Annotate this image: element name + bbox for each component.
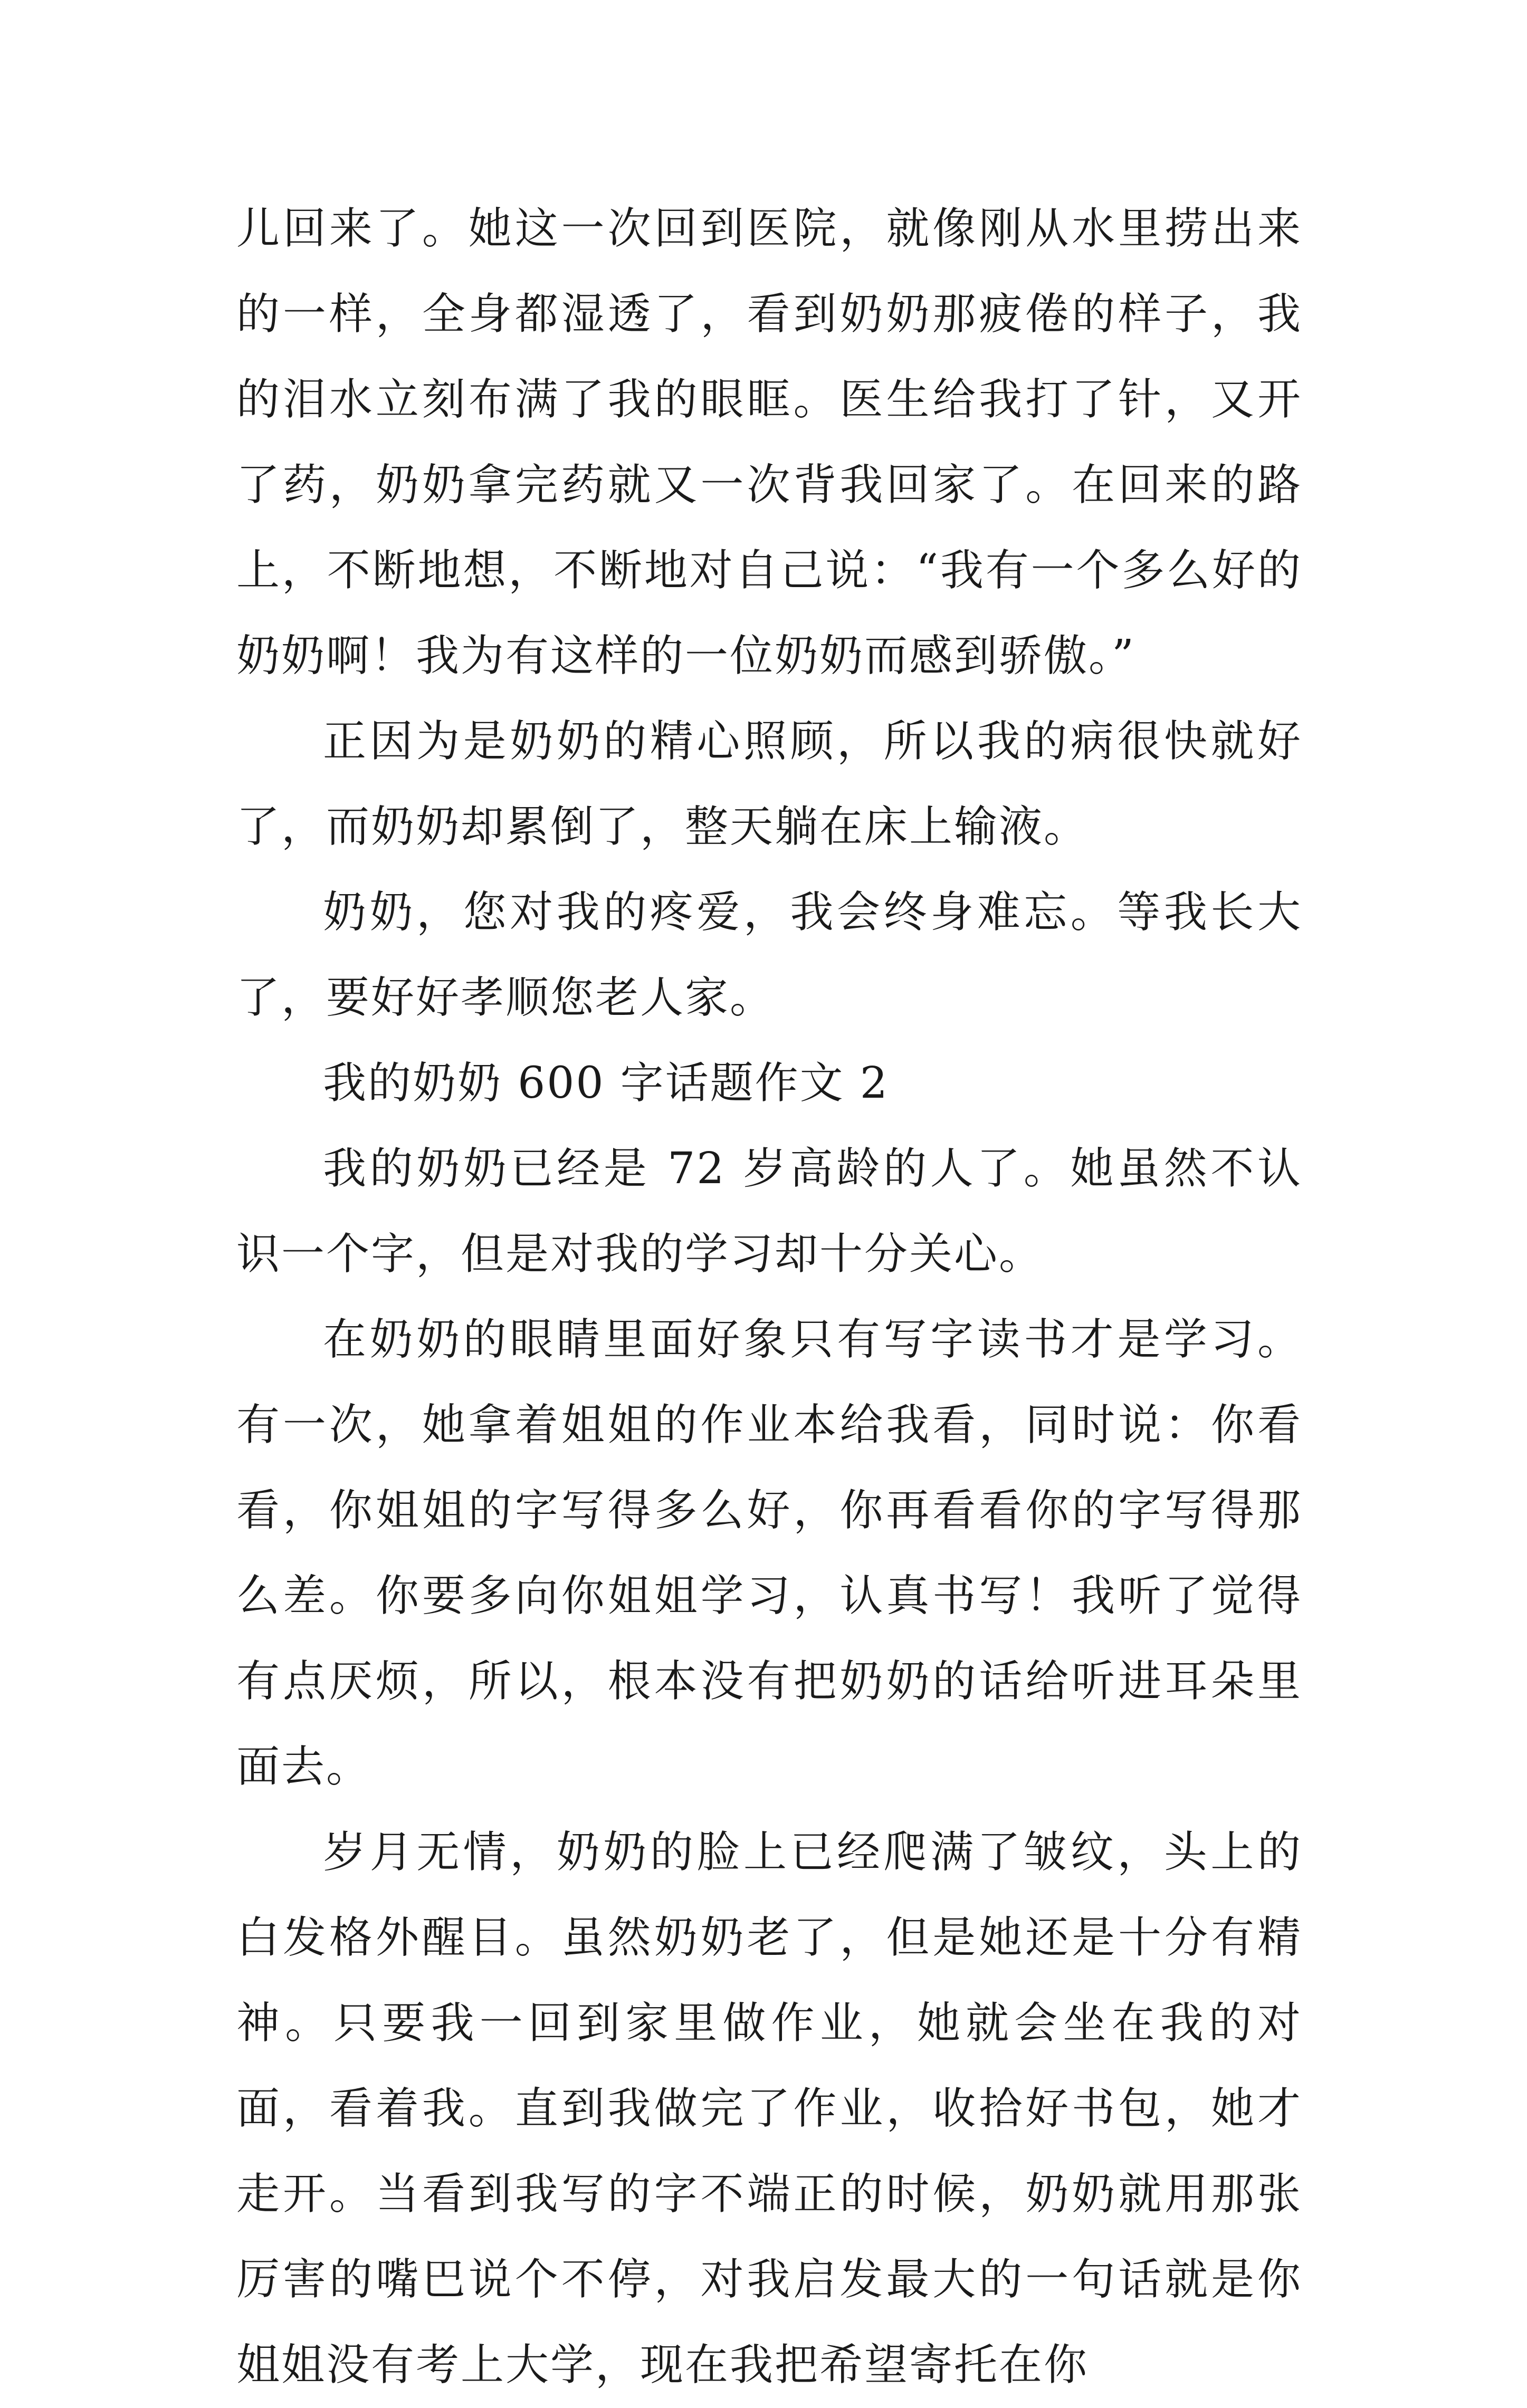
paragraph-gratitude: 奶奶，您对我的疼爱，我会终身难忘。等我长大了，要好好孝顺您老人家。	[236, 887, 1302, 1023]
paragraph-intro: 我的奶奶已经是 72 岁高龄的人了。她虽然不认识一个字，但是对我的学习却十分关心。	[236, 1144, 1302, 1279]
paragraph-years: 岁月无情，奶奶的脸上已经爬满了皱纹，头上的白发格外醒目。虽然奶奶老了，但是她还是十分有精神。只要我一回到家里做作业，她就会坐在我的对面，看着我。直到我做完了作业，收拾好书包，她才走开。当看到我写的字不端正的时候，奶奶就用那张厉害的嘴巴说个不停，对我启发最大的一句话就是你姐姐没有考上大学，现在我把希望寄托在你	[236, 1827, 1302, 2390]
section-title: 我的奶奶 600 字话题作文 2	[323, 1058, 889, 1108]
paragraph-homework: 在奶奶的眼睛里面好象只有写字读书才是学习。有一次，她拿着姐姐的作业本给我看，同时说：你看看，你姐姐的字写得多么好，你再看看你的字写得那么差。你要多向你姐姐学习，认真书写！我听了觉得有点厌烦，所以，根本没有把奶奶的话给听进耳朵里面去。	[236, 1315, 1302, 1792]
paragraph-continuation: 儿回来了。她这一次回到医院，就像刚从水里捞出来的一样，全身都湿透了，看到奶奶那疲倦的样子，我的泪水立刻布满了我的眼眶。医生给我打了针，又开了药，奶奶拿完药就又一次背我回家了。在回来的路上，不断地想，不断地对自己说：“我有一个多么好的奶奶啊！我为有这样的一位奶奶而感到骄傲。”	[236, 204, 1302, 681]
document-body	[236, 186, 1302, 2408]
paragraph-recovery: 正因为是奶奶的精心照顾，所以我的病很快就好了，而奶奶却累倒了，整天躺在床上输液。	[236, 716, 1302, 852]
